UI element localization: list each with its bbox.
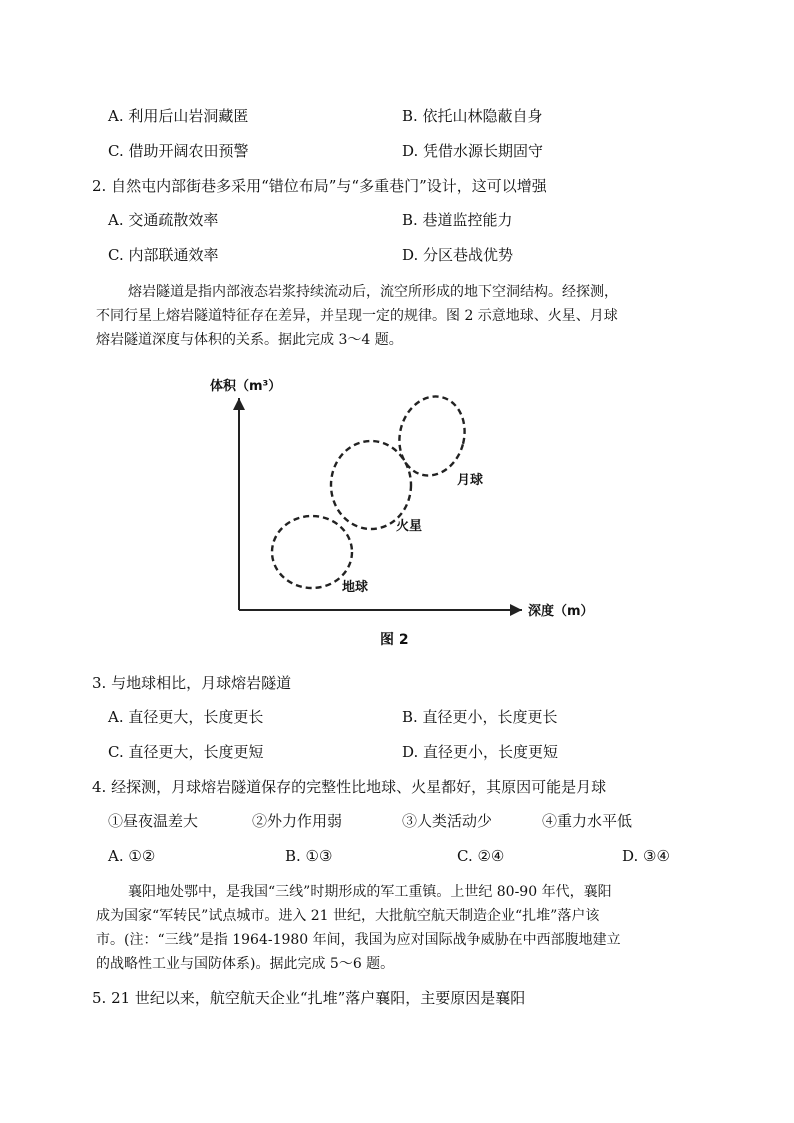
figure-caption: 图 2 [380, 632, 409, 648]
moon-region [391, 389, 474, 483]
earth-region [272, 516, 352, 588]
q2-option-b: B. 巷道监控能力 [402, 211, 513, 229]
q4-option-d: D. ③④ [622, 847, 670, 865]
q4-statement-4: ④重力水平低 [542, 812, 633, 830]
passage1-line2: 不同行星上熔岩隧道特征存在差异，并呈现一定的规律。图 2 示意地球、火星、月球 [96, 308, 618, 324]
q4-statement-2: ②外力作用弱 [252, 812, 343, 830]
passage2-line1: 襄阳地处鄂中，是我国“三线”时期形成的军工重镇。上世纪 80-90 年代，襄阳 [128, 884, 612, 900]
passage1-line1: 熔岩隧道是指内部液态岩浆持续流动后，流空所形成的地下空洞结构。经探测， [128, 284, 618, 300]
q1-option-c: C. 借助开阔农田预警 [108, 142, 249, 160]
passage2-line3: 市。(注：“三线”是指 1964-1980 年间，我国为应对国际战争威胁在中西部腹地建立 [96, 932, 621, 948]
q3-option-d: D. 直径更小，长度更短 [402, 743, 559, 761]
q2-option-d: D. 分区巷战优势 [402, 246, 514, 264]
passage2-line2: 成为国家“军转民”试点城市。进入 21 世纪，大批航空航天制造企业“扎堆”落户该 [96, 908, 600, 924]
passage2-line4: 的战略性工业与国防体系)。据此完成 5～6 题。 [96, 956, 395, 972]
q4-statement-1: ①昼夜温差大 [108, 812, 199, 830]
passage1-line3: 熔岩隧道深度与体积的关系。据此完成 3～4 题。 [96, 332, 403, 348]
q4-option-b: B. ①③ [285, 847, 333, 865]
q2-option-a: A. 交通疏散效率 [108, 211, 219, 229]
q3-stem: 3. 与地球相比，月球熔岩隧道 [92, 674, 292, 692]
figure-2 [0, 370, 794, 670]
x-axis-label: 深度（m） [528, 604, 594, 619]
moon-label: 月球 [457, 473, 484, 488]
earth-label: 地球 [342, 580, 369, 595]
q4-option-a: A. ①② [108, 847, 156, 865]
q2-stem: 2. 自然屯内部街巷多采用“错位布局”与“多重巷门”设计，这可以增强 [92, 177, 547, 195]
q4-stem: 4. 经探测，月球熔岩隧道保存的完整性比地球、火星都好，其原因可能是月球 [92, 778, 607, 796]
mars-label: 火星 [396, 519, 423, 534]
q1-option-d: D. 凭借水源长期固守 [402, 142, 544, 160]
q3-option-b: B. 直径更小，长度更长 [402, 708, 558, 726]
q5-stem: 5. 21 世纪以来，航空航天企业“扎堆”落户襄阳，主要原因是襄阳 [92, 989, 526, 1007]
q1-option-b: B. 依托山林隐蔽自身 [402, 107, 543, 125]
y-axis-label: 体积（m³） [210, 379, 282, 394]
q1-option-a: A. 利用后山岩洞藏匿 [108, 107, 249, 125]
q4-option-c: C. ②④ [457, 847, 505, 865]
mars-region [331, 441, 411, 529]
q3-option-c: C. 直径更大，长度更短 [108, 743, 264, 761]
q4-statement-3: ③人类活动少 [402, 812, 493, 830]
q3-option-a: A. 直径更大，长度更长 [108, 708, 264, 726]
q2-option-c: C. 内部联通效率 [108, 246, 219, 264]
